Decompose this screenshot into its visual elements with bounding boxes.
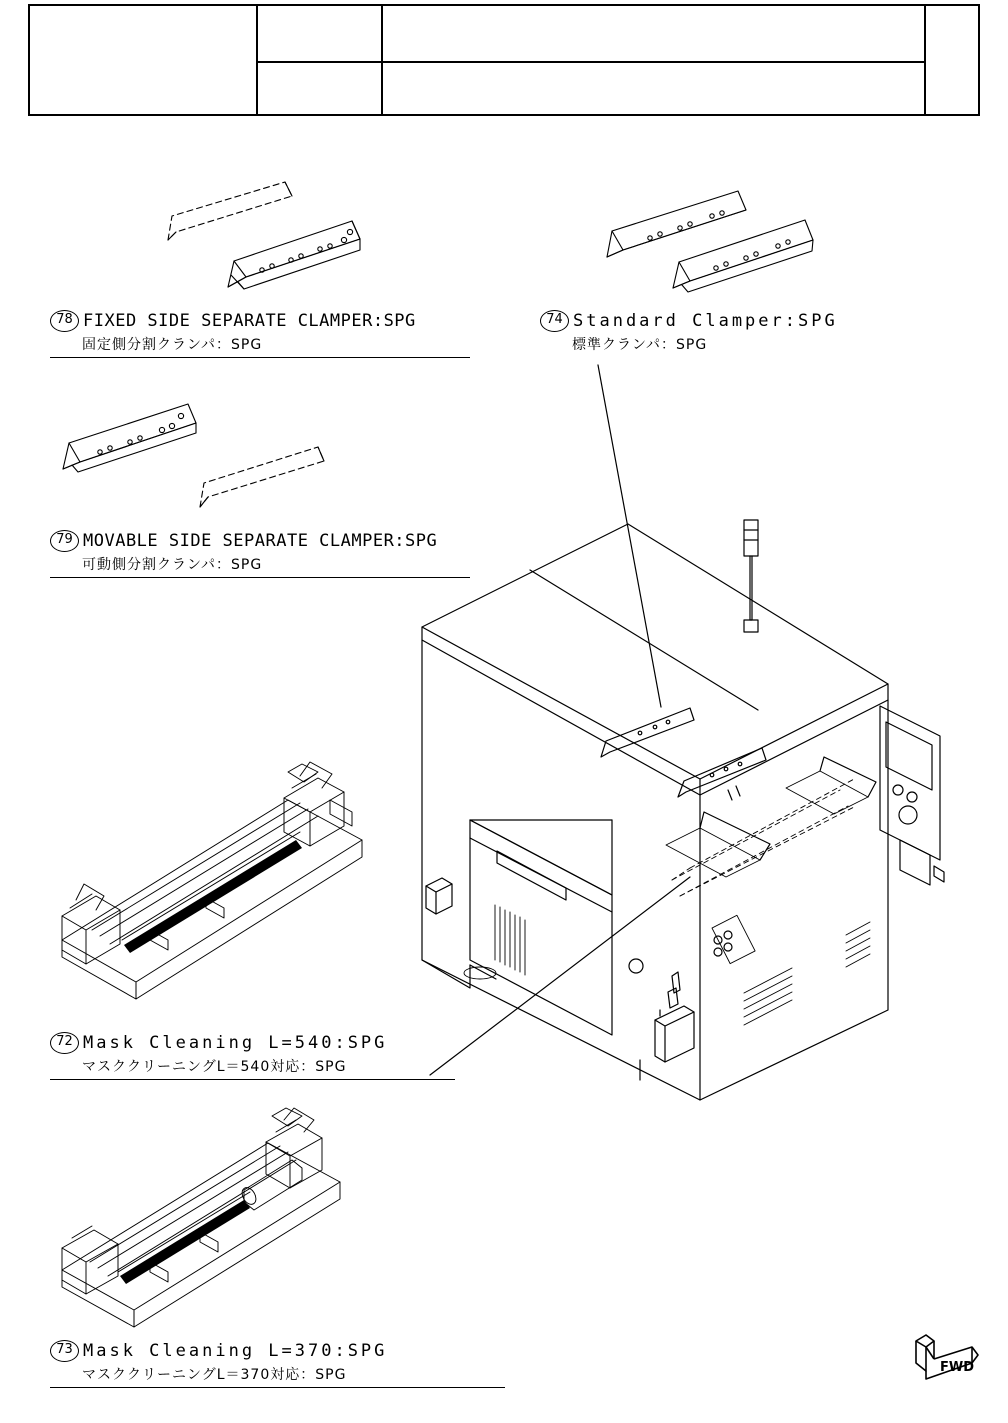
caption-line-en-79: 79 MOVABLE SIDE SEPARATE CLAMPER:SPG — [50, 530, 470, 552]
leader-line-72 — [430, 877, 690, 1075]
caption-line-jp-73: マスククリーニングL＝370対応：SPG — [82, 1367, 347, 1383]
title-block — [28, 4, 980, 116]
balloon-79: 79 — [50, 530, 79, 552]
part-illustration-79 — [63, 404, 324, 507]
caption-item-73 — [50, 1340, 505, 1388]
caption-rule-72 — [50, 1079, 455, 1080]
caption-rule-79 — [50, 577, 470, 578]
title-block-cell-left — [30, 6, 258, 114]
caption-line-en-73: 73 Mask Cleaning L=370:SPG — [50, 1340, 505, 1362]
balloon-78: 78 — [50, 310, 79, 332]
caption-line-en-72: 72 Mask Cleaning L=540:SPG — [50, 1032, 455, 1054]
caption-line-jp-72: マスククリーニングL＝540対応：SPG — [82, 1059, 347, 1075]
part-illustration-78 — [168, 182, 360, 289]
caption-line-jp-78: 固定側分割クランパ：SPG — [82, 337, 263, 353]
part-illustration-73 — [62, 1108, 340, 1327]
balloon-73: 73 — [50, 1340, 79, 1362]
caption-line-en-74: 74 Standard Clamper:SPG — [540, 310, 950, 332]
title-block-row-divider — [258, 61, 926, 63]
fwd-direction-arrow — [912, 1333, 982, 1385]
part-illustration-74 — [607, 191, 813, 292]
machine-illustration — [422, 520, 944, 1100]
caption-line-en-78: 78 FIXED SIDE SEPARATE CLAMPER:SPG — [50, 310, 470, 332]
balloon-74: 74 — [540, 310, 569, 332]
caption-item-79 — [50, 530, 470, 578]
caption-line-jp-79: 可動側分割クランパ：SPG — [82, 557, 263, 573]
title-block-cell-right — [926, 6, 978, 114]
caption-rule-73 — [50, 1387, 505, 1388]
caption-item-78 — [50, 310, 470, 358]
caption-item-72 — [50, 1032, 455, 1080]
caption-line-jp-74: 標準クランパ：SPG — [572, 337, 708, 353]
fwd-label: FWD — [940, 1360, 975, 1375]
title-block-cell-mid — [258, 6, 383, 114]
caption-rule-78 — [50, 357, 470, 358]
caption-item-74 — [540, 310, 950, 354]
balloon-72: 72 — [50, 1032, 79, 1054]
leader-line-74 — [598, 365, 661, 707]
part-illustration-72 — [62, 762, 362, 999]
title-block-cell-main — [383, 6, 926, 114]
